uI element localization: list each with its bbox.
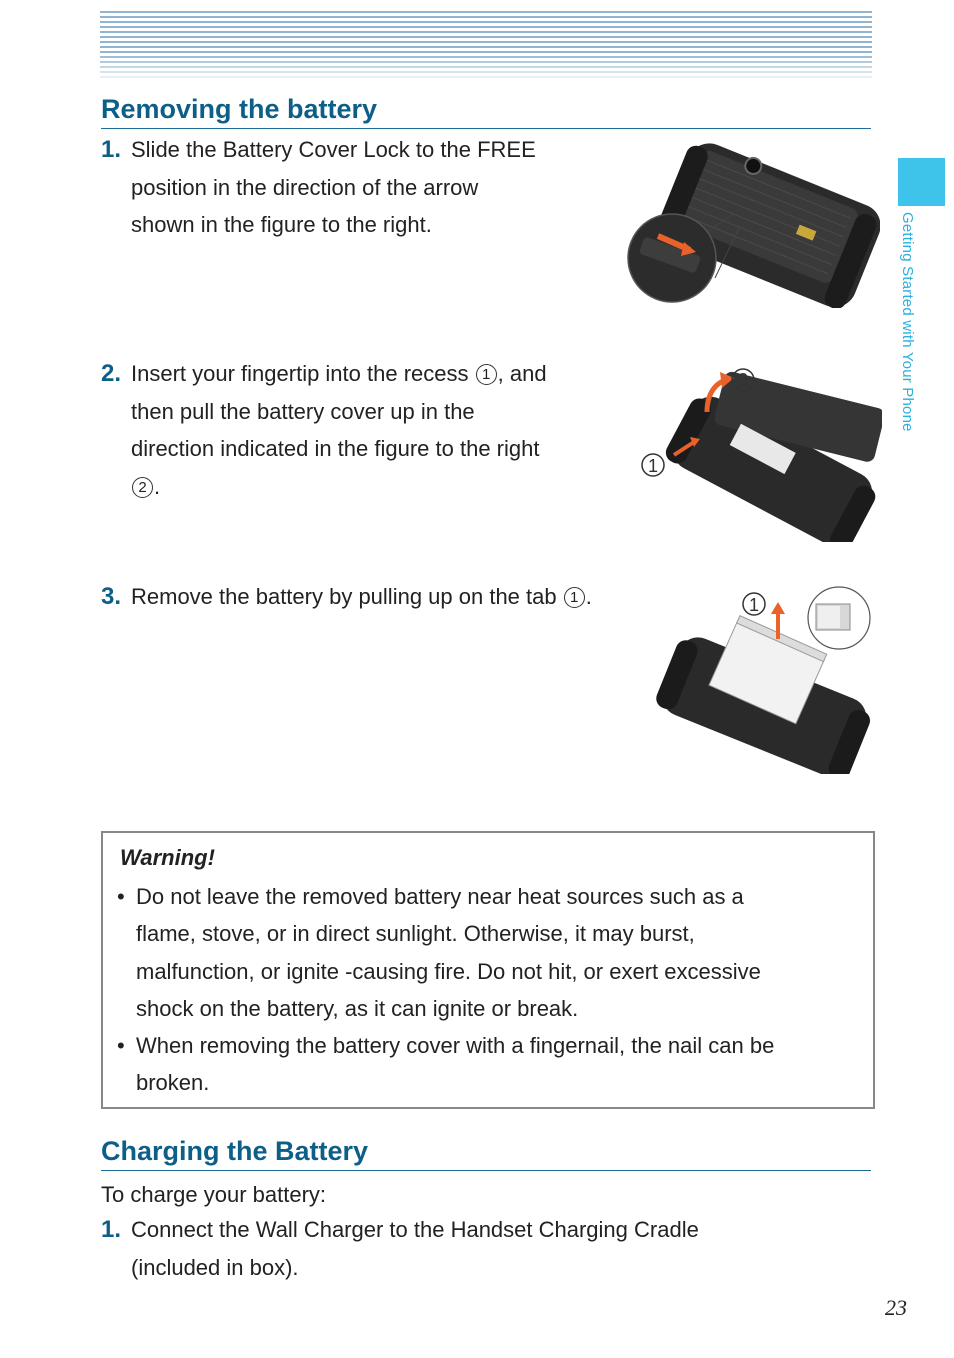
step-number: 1. — [101, 1216, 122, 1243]
bullet-line: Do not leave the removed battery near heat sources such as a — [136, 884, 744, 909]
step-line: position in the direction of the arrow — [131, 174, 479, 200]
figure-marker-1: 1 — [648, 456, 659, 476]
warning-title: Warning! — [120, 845, 215, 870]
removing-step-3 — [101, 578, 592, 616]
charging-intro: To charge your battery: — [101, 1182, 327, 1207]
step-line: Insert your fingertip into the recess 1 , and — [131, 361, 547, 386]
bullet-dot: • — [117, 884, 125, 909]
warning-box — [101, 831, 875, 1109]
step-line: direction indicated in the figure to the right — [131, 436, 540, 461]
bullet-line: When removing the battery cover with a fingernail, the nail can be — [136, 1033, 775, 1058]
step-line: Connect the Wall Charger to the Handset Charging Cradle — [131, 1217, 699, 1242]
removing-step-2 — [101, 355, 547, 505]
figure-marker-1: 1 — [749, 595, 760, 615]
charging-step-1 — [101, 1211, 699, 1286]
page-number: 23 — [885, 1295, 907, 1320]
bullet-line: flame, stove, or in direct sunlight. Otherwise, it may burst, — [136, 921, 695, 947]
figure-battery-removal — [650, 584, 875, 774]
warning-bullet — [117, 1027, 862, 1102]
step-number: 1. — [101, 136, 122, 163]
step-line: Slide the Battery Cover Lock to the FREE — [131, 137, 536, 162]
figure-battery-cover-lock — [620, 138, 880, 308]
figure-battery-cover-removal — [632, 362, 882, 542]
step-line: (included in box). — [131, 1254, 299, 1280]
section-rule — [101, 128, 871, 129]
step-line: then pull the battery cover up in the — [131, 398, 475, 424]
bullet-line: broken. — [136, 1070, 210, 1096]
removing-section-title: Removing the battery — [101, 94, 378, 124]
step-line: 2 . — [131, 468, 547, 506]
charging-section-title: Charging the Battery — [101, 1136, 369, 1166]
bullet-dot: • — [117, 1033, 125, 1058]
chapter-tab — [898, 158, 945, 206]
figure-marker-2: 2 — [738, 370, 749, 390]
circled-number-2: 2 — [132, 477, 153, 498]
chapter-side-label: Getting Started with Your Phone — [899, 212, 916, 432]
step-line: Remove the battery by pulling up on the tab 1 . — [131, 584, 592, 609]
circled-number-1: 1 — [564, 587, 585, 608]
step-line: shown in the figure to the right. — [131, 212, 432, 237]
step-number: 3. — [101, 583, 122, 610]
header-banner — [100, 11, 872, 79]
bullet-line: shock on the battery, as it can ignite or break. — [136, 995, 579, 1021]
warning-bullet — [117, 878, 862, 1027]
step-number: 2. — [101, 360, 122, 387]
bullet-line: malfunction, or ignite -causing fire. Do not hit, or exert excessive — [136, 958, 761, 984]
circled-number-1: 1 — [476, 364, 497, 385]
removing-step-1 — [101, 131, 536, 244]
section-rule — [101, 1170, 871, 1171]
